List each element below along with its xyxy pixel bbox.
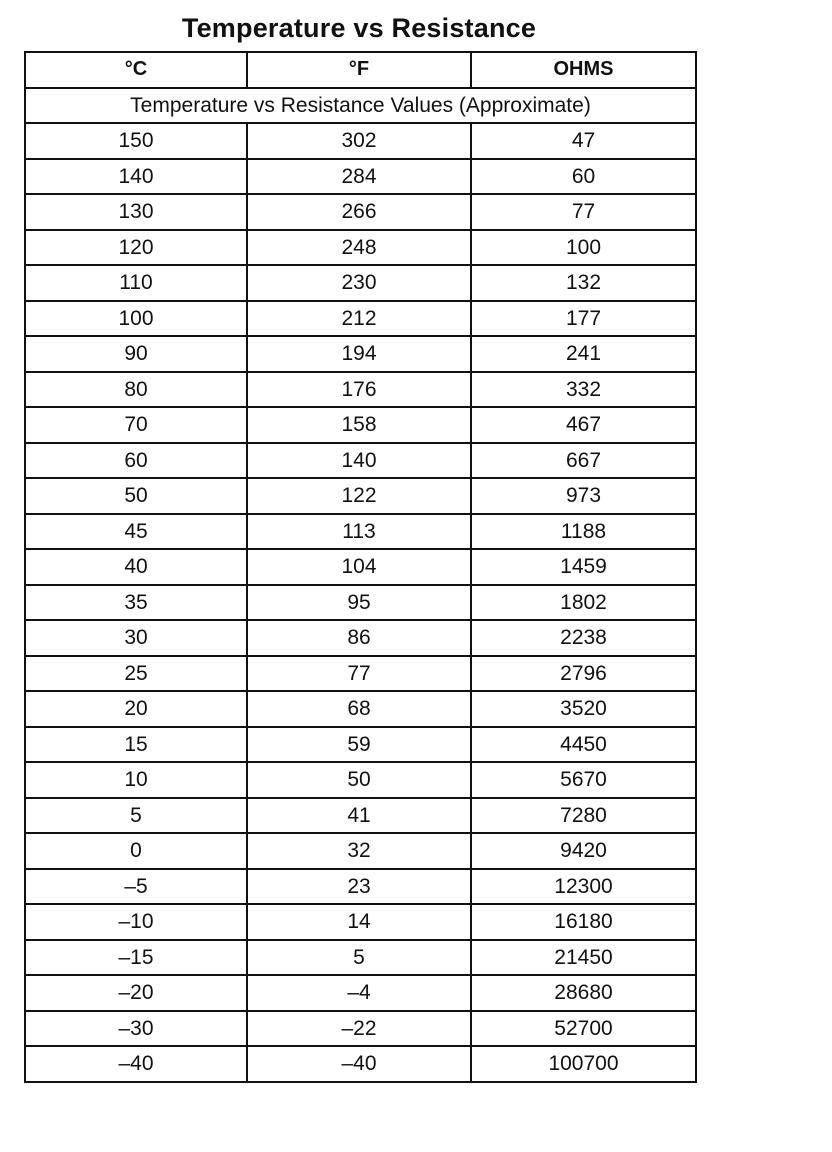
fahrenheit-cell: 302 bbox=[247, 123, 471, 159]
celsius-cell: 120 bbox=[25, 230, 247, 266]
table-subtitle: Temperature vs Resistance Values (Approximate) bbox=[25, 88, 696, 124]
fahrenheit-cell: –40 bbox=[247, 1046, 471, 1082]
ohms-cell: 100 bbox=[471, 230, 696, 266]
ohms-cell: 177 bbox=[471, 301, 696, 337]
ohms-cell: 12300 bbox=[471, 869, 696, 905]
table-row bbox=[25, 620, 696, 656]
celsius-cell: –15 bbox=[25, 940, 247, 976]
celsius-cell: 5 bbox=[25, 798, 247, 834]
ohms-cell: 28680 bbox=[471, 975, 696, 1011]
table-row bbox=[25, 798, 696, 834]
table-row bbox=[25, 194, 696, 230]
ohms-cell: 1802 bbox=[471, 585, 696, 621]
fahrenheit-cell: –4 bbox=[247, 975, 471, 1011]
ohms-cell: 467 bbox=[471, 407, 696, 443]
table-row bbox=[25, 762, 696, 798]
fahrenheit-cell: 248 bbox=[247, 230, 471, 266]
celsius-cell: –30 bbox=[25, 1011, 247, 1047]
fahrenheit-cell: 158 bbox=[247, 407, 471, 443]
table-row bbox=[25, 1011, 696, 1047]
celsius-cell: 90 bbox=[25, 336, 247, 372]
ohms-cell: 77 bbox=[471, 194, 696, 230]
fahrenheit-cell: 77 bbox=[247, 656, 471, 692]
table-row bbox=[25, 833, 696, 869]
celsius-cell: 25 bbox=[25, 656, 247, 692]
celsius-cell: 15 bbox=[25, 727, 247, 763]
subtitle-row bbox=[25, 88, 696, 124]
celsius-cell: 100 bbox=[25, 301, 247, 337]
ohms-cell: 973 bbox=[471, 478, 696, 514]
fahrenheit-cell: 59 bbox=[247, 727, 471, 763]
celsius-cell: –5 bbox=[25, 869, 247, 905]
ohms-cell: 2796 bbox=[471, 656, 696, 692]
table-row bbox=[25, 1046, 696, 1082]
table-row bbox=[25, 230, 696, 266]
table-row bbox=[25, 301, 696, 337]
fahrenheit-cell: 23 bbox=[247, 869, 471, 905]
celsius-cell: 20 bbox=[25, 691, 247, 727]
table-row bbox=[25, 514, 696, 550]
celsius-cell: 70 bbox=[25, 407, 247, 443]
table-row bbox=[25, 975, 696, 1011]
table-row bbox=[25, 443, 696, 479]
celsius-cell: 30 bbox=[25, 620, 247, 656]
fahrenheit-cell: 95 bbox=[247, 585, 471, 621]
table-row bbox=[25, 585, 696, 621]
ohms-cell: 1459 bbox=[471, 549, 696, 585]
ohms-cell: 241 bbox=[471, 336, 696, 372]
table-row bbox=[25, 265, 696, 301]
fahrenheit-cell: 113 bbox=[247, 514, 471, 550]
ohms-cell: 21450 bbox=[471, 940, 696, 976]
table-row bbox=[25, 159, 696, 195]
fahrenheit-cell: 122 bbox=[247, 478, 471, 514]
celsius-cell: 35 bbox=[25, 585, 247, 621]
table-row bbox=[25, 904, 696, 940]
table-row bbox=[25, 336, 696, 372]
fahrenheit-cell: 194 bbox=[247, 336, 471, 372]
ohms-cell: 132 bbox=[471, 265, 696, 301]
fahrenheit-cell: 284 bbox=[247, 159, 471, 195]
fahrenheit-cell: 41 bbox=[247, 798, 471, 834]
fahrenheit-cell: 230 bbox=[247, 265, 471, 301]
table-row bbox=[25, 478, 696, 514]
celsius-cell: 110 bbox=[25, 265, 247, 301]
ohms-cell: 1188 bbox=[471, 514, 696, 550]
celsius-cell: 50 bbox=[25, 478, 247, 514]
table-row bbox=[25, 407, 696, 443]
table-row bbox=[25, 372, 696, 408]
celsius-cell: –40 bbox=[25, 1046, 247, 1082]
ohms-cell: 2238 bbox=[471, 620, 696, 656]
table-row bbox=[25, 869, 696, 905]
celsius-cell: 40 bbox=[25, 549, 247, 585]
ohms-cell: 9420 bbox=[471, 833, 696, 869]
celsius-cell: 150 bbox=[25, 123, 247, 159]
fahrenheit-cell: 50 bbox=[247, 762, 471, 798]
celsius-cell: –10 bbox=[25, 904, 247, 940]
celsius-cell: 0 bbox=[25, 833, 247, 869]
ohms-cell: 3520 bbox=[471, 691, 696, 727]
celsius-cell: 10 bbox=[25, 762, 247, 798]
column-header-celsius: °C bbox=[25, 52, 247, 88]
fahrenheit-cell: 176 bbox=[247, 372, 471, 408]
ohms-cell: 4450 bbox=[471, 727, 696, 763]
column-header-fahrenheit: °F bbox=[247, 52, 471, 88]
temperature-resistance-table bbox=[24, 51, 697, 1083]
ohms-cell: 7280 bbox=[471, 798, 696, 834]
celsius-cell: 140 bbox=[25, 159, 247, 195]
table-row bbox=[25, 940, 696, 976]
ohms-cell: 52700 bbox=[471, 1011, 696, 1047]
fahrenheit-cell: 14 bbox=[247, 904, 471, 940]
ohms-cell: 47 bbox=[471, 123, 696, 159]
celsius-cell: 45 bbox=[25, 514, 247, 550]
fahrenheit-cell: 266 bbox=[247, 194, 471, 230]
ohms-cell: 60 bbox=[471, 159, 696, 195]
table-row bbox=[25, 656, 696, 692]
column-header-ohms: OHMS bbox=[471, 52, 696, 88]
celsius-cell: 60 bbox=[25, 443, 247, 479]
table-row bbox=[25, 549, 696, 585]
page-title: Temperature vs Resistance bbox=[181, 13, 537, 43]
celsius-cell: 80 bbox=[25, 372, 247, 408]
ohms-cell: 16180 bbox=[471, 904, 696, 940]
fahrenheit-cell: 212 bbox=[247, 301, 471, 337]
ohms-cell: 5670 bbox=[471, 762, 696, 798]
ohms-cell: 667 bbox=[471, 443, 696, 479]
ohms-cell: 100700 bbox=[471, 1046, 696, 1082]
celsius-cell: 130 bbox=[25, 194, 247, 230]
fahrenheit-cell: 86 bbox=[247, 620, 471, 656]
fahrenheit-cell: 5 bbox=[247, 940, 471, 976]
header-row bbox=[25, 52, 696, 88]
table-row bbox=[25, 691, 696, 727]
fahrenheit-cell: 68 bbox=[247, 691, 471, 727]
table-row bbox=[25, 727, 696, 763]
fahrenheit-cell: 32 bbox=[247, 833, 471, 869]
fahrenheit-cell: 104 bbox=[247, 549, 471, 585]
fahrenheit-cell: 140 bbox=[247, 443, 471, 479]
ohms-cell: 332 bbox=[471, 372, 696, 408]
fahrenheit-cell: –22 bbox=[247, 1011, 471, 1047]
celsius-cell: –20 bbox=[25, 975, 247, 1011]
table-row bbox=[25, 123, 696, 159]
